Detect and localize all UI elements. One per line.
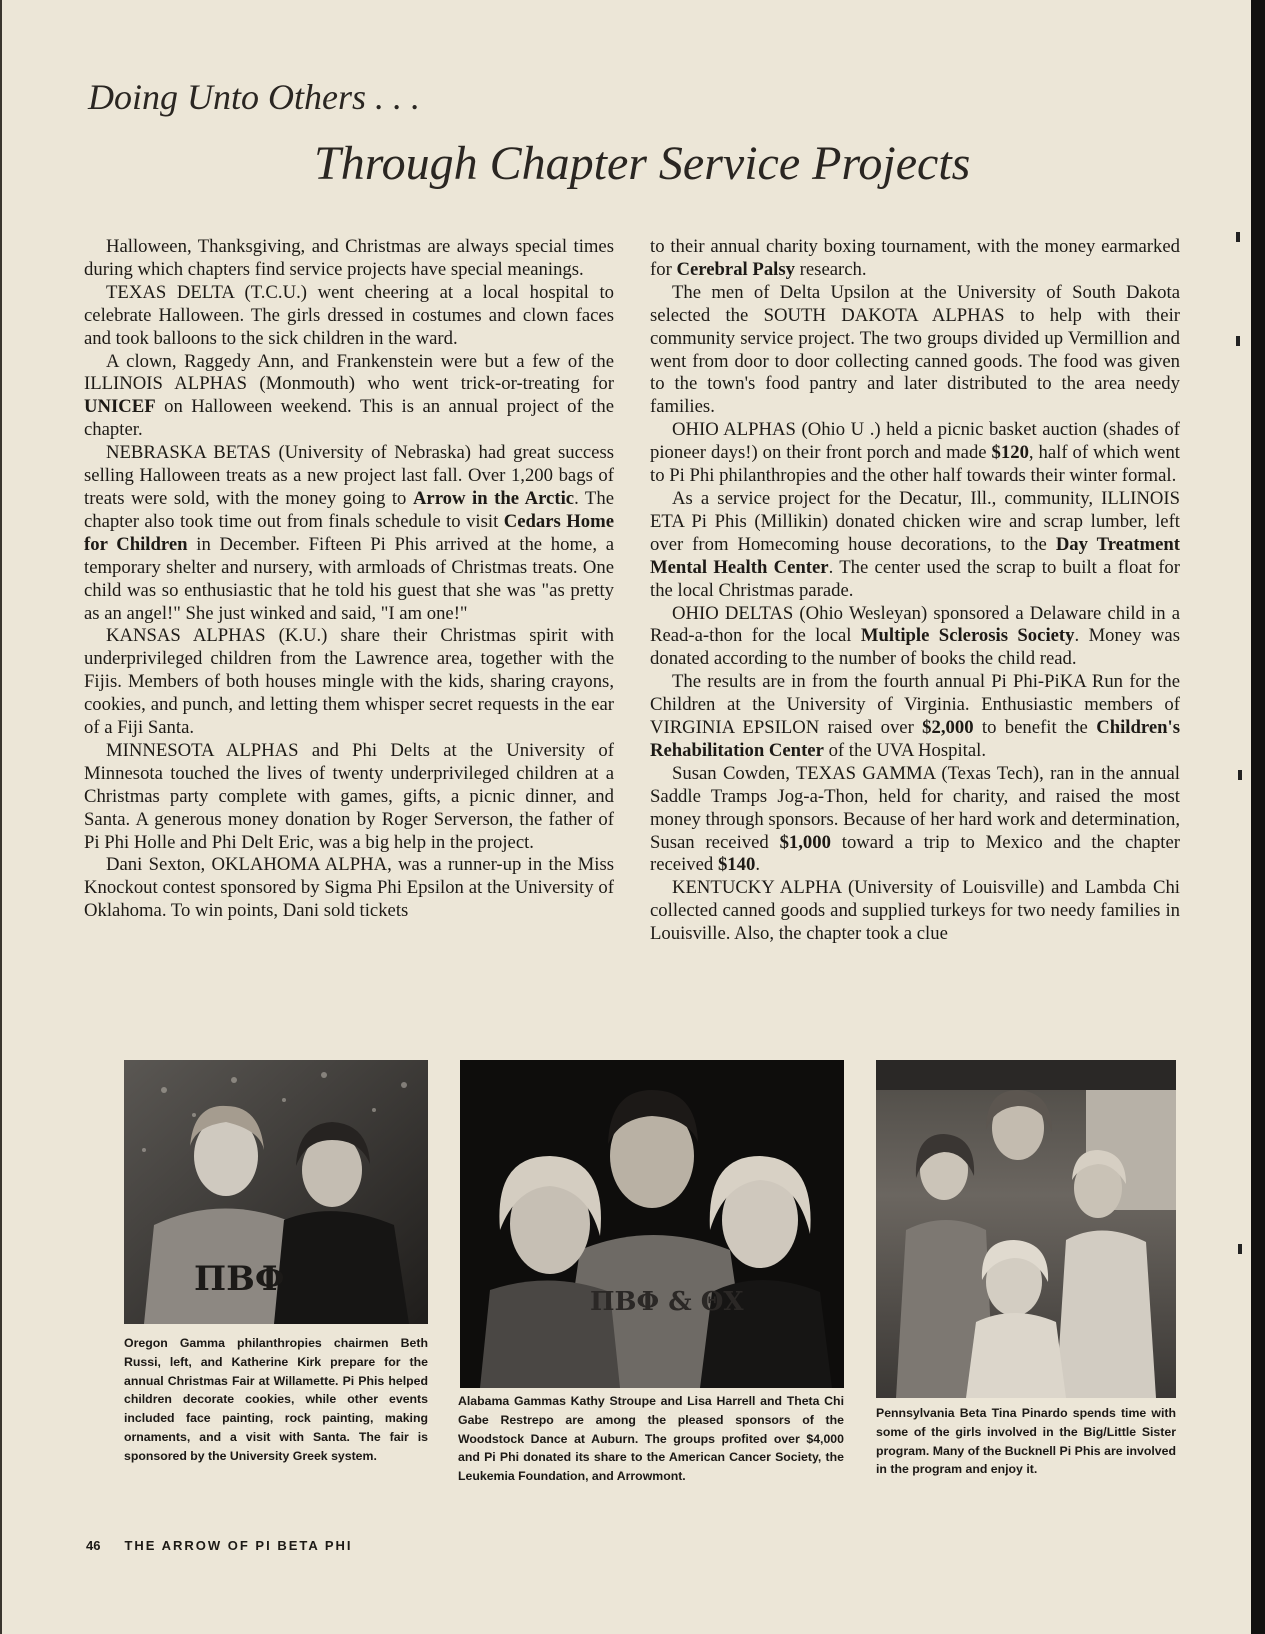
- text-run: The results are in from the fourth annual Pi Phi-PiKA Run for the Children at the University of Virginia. Enthusiastic members of VIRGINIA EPSILON raised over: [650, 671, 1180, 739]
- caption-alabama-gamma: Alabama Gammas Kathy Stroupe and Lisa Harrell and Theta Chi Gabe Restrepo are among the pleased sponsors of the Woodstock Dance at Auburn. The groups profited over $4,000 and Pi Phi donated its share to the American Cancer Society, the Leukemia Foundation, and Arrowmont.: [458, 1394, 844, 1484]
- paragraph: [650, 671, 1180, 763]
- text-run: . Money was donated according to the number of books the child read.: [650, 625, 1180, 670]
- edge-mark: [1236, 336, 1240, 346]
- bold-phrase: Cedars Home for Children: [84, 510, 614, 555]
- bold-phrase: Children's Rehabilitation Center: [650, 717, 1180, 761]
- article-column-right: [650, 236, 1180, 946]
- paragraph: [84, 351, 614, 443]
- photo-oregon-gamma: [124, 1060, 428, 1324]
- text-run: to their annual charity boxing tournament, with the money earmarked for: [650, 236, 1180, 280]
- text-run: OHIO ALPHAS (Ohio U .) held a picnic basket auction (shades of pioneer days!) on their front porch and made: [650, 419, 1180, 464]
- bold-phrase: $120: [991, 442, 1029, 464]
- page-title: Through Chapter Service Projects: [314, 137, 971, 190]
- paragraph: [650, 419, 1180, 488]
- bold-phrase: $2,000: [922, 717, 974, 739]
- text-run: toward a trip to Mexico and the chapter received: [650, 831, 1180, 876]
- paragraph: [84, 740, 614, 855]
- caption-pennsylvania-beta: Pennsylvania Beta Tina Pinardo spends time with some of the girls involved in the Big/Little Sister program. Many of the Bucknell Pi Phis are involved in the program and enjoy it.: [876, 1406, 1176, 1477]
- bold-phrase: Cerebral Palsy: [676, 258, 795, 280]
- paragraph: [650, 282, 1180, 419]
- caption-oregon-gamma: Oregon Gamma philanthropies chairmen Beth Russi, left, and Katherine Kirk prepare for the annual Christmas Fair at Willamette. Pi Phis helped children decorate cookies, while other events included face painting, rock painting, making ornaments, and a visit with Santa. The fair is sponsored by the University Greek system.: [124, 1336, 428, 1463]
- text-run: MINNESOTA ALPHAS and Phi Delts at the University of Minnesota touched the lives of twenty underprivileged children at a Christmas party complete with games, gifts, a picnic dinner, and Santa. A generous money donation by Roger Serverson, the father of Pi Phi Holle and Phi Delt Eric, was a big help in the project.: [84, 739, 614, 853]
- page-footer: [86, 1538, 353, 1553]
- paragraph: [650, 763, 1180, 878]
- article-column-left: [84, 236, 614, 923]
- paragraph: [650, 236, 1180, 282]
- bold-phrase: UNICEF: [84, 396, 156, 418]
- paragraph: [650, 877, 1180, 946]
- photo-alabama-gamma: [460, 1060, 844, 1388]
- bold-phrase: Arrow in the Arctic: [412, 487, 575, 509]
- text-run: . The center used the scrap to built a float for the local Christmas parade.: [650, 556, 1181, 601]
- text-run: Halloween, Thanksgiving, and Christmas are always special times during which chapters find service projects have special meanings.: [84, 236, 614, 280]
- text-run: NEBRASKA BETAS (University of Nebraska) had great success selling Halloween treats as a new project last fall. Over 1,200 bags of treats were sold, with the money going to: [84, 442, 614, 509]
- paragraph: [84, 236, 614, 282]
- shirt-letters: ΠΒΦ & ΘΧ: [590, 1287, 744, 1317]
- paragraph: [84, 442, 614, 625]
- paragraph: [84, 854, 614, 923]
- text-run: , half of which went to Pi Phi philanthropies and the other half towards their winter formal.: [650, 442, 1180, 487]
- bold-phrase: Day Treatment Mental Health Center: [650, 533, 1180, 578]
- page-number: 46: [86, 1538, 101, 1553]
- text-run: Dani Sexton, OKLAHOMA ALPHA, was a runner-up in the Miss Knockout contest sponsored by Sigma Phi Epsilon at the University of Oklahoma. To win points, Dani sold tickets: [84, 854, 614, 922]
- text-run: The men of Delta Upsilon at the University of South Dakota selected the SOUTH DAKOTA ALPHAS to help with their community service project. The two groups divided up Vermillion and went from door to door collecting canned goods. The food was given to the town's food pantry and later distributed to the area needy families.: [650, 281, 1180, 418]
- text-run: Susan Cowden, TEXAS GAMMA (Texas Tech), ran in the annual Saddle Tramps Jog-a-Thon, held for charity, and raised the most money through sponsors. Because of her hard work and determination, Susan received: [650, 762, 1180, 853]
- text-run: As a service project for the Decatur, Ill., community, ILLINOIS ETA Pi Phis (Millikin) donated chicken wire and scrap lumber, left over from Homecoming house decorations, to the: [650, 487, 1180, 555]
- publication-name: THE ARROW OF PI BETA PHI: [124, 1538, 353, 1553]
- sweatshirt-letters: ΠΒΦ: [194, 1259, 285, 1299]
- text-run: . The chapter also took time out from finals schedule to visit: [84, 487, 614, 532]
- photo-pennsylvania-beta-image: [876, 1060, 1176, 1398]
- page-edge-shadow: [1251, 0, 1265, 1634]
- text-run: research.: [794, 258, 867, 280]
- edge-mark: [1238, 1244, 1242, 1254]
- edge-mark: [1236, 232, 1240, 242]
- edge-mark: [1238, 770, 1242, 780]
- text-run: to benefit the: [973, 717, 1097, 739]
- text-run: KANSAS ALPHAS (K.U.) share their Christmas spirit with underprivileged children from the Lawrence area, together with the Fijis. Members of both houses mingle with the kids, sharing crayons, cookies, and punch, and letting them whisper secret requests in the ear of a Fiji Santa.: [84, 625, 614, 739]
- bold-phrase: Multiple Sclerosis Society: [860, 625, 1075, 647]
- bold-phrase: $140: [717, 854, 756, 876]
- bold-phrase: $1,000: [779, 831, 831, 853]
- text-run: of the UVA Hospital.: [823, 739, 987, 761]
- text-run: KENTUCKY ALPHA (University of Louisville) and Lambda Chi collected canned goods and supplied turkeys for two needy families in Louisville. Also, the chapter took a clue: [650, 877, 1180, 945]
- paragraph: [650, 603, 1180, 672]
- text-run: in December. Fifteen Pi Phis arrived at the home, a temporary shelter and nursery, with armloads of Christmas treats. One child was so enthusiastic that he told his guest that she was "as pretty as an angel!" She just winked and said, "I am one!": [84, 533, 614, 624]
- paragraph: [650, 488, 1180, 603]
- text-run: OHIO DELTAS (Ohio Wesleyan) sponsored a Delaware child in a Read-a-thon for the local: [650, 602, 1180, 647]
- paragraph: [84, 282, 614, 351]
- text-run: A clown, Raggedy Ann, and Frankenstein were but a few of the ILLINOIS ALPHAS (Monmouth) who went trick-or-treating for: [84, 350, 614, 395]
- text-run: on Halloween weekend. This is an annual project of the chapter.: [84, 396, 614, 441]
- photo-oregon-gamma-image: [124, 1060, 428, 1324]
- paragraph: [84, 625, 614, 740]
- photo-pennsylvania-beta: [876, 1060, 1176, 1398]
- kicker-title: Doing Unto Others . . .: [88, 77, 420, 117]
- text-run: TEXAS DELTA (T.C.U.) went cheering at a local hospital to celebrate Halloween. The girls dressed in costumes and clown faces and took balloons to the sick children in the ward.: [84, 281, 614, 349]
- text-run: .: [755, 854, 760, 876]
- photo-alabama-gamma-image: [460, 1060, 844, 1388]
